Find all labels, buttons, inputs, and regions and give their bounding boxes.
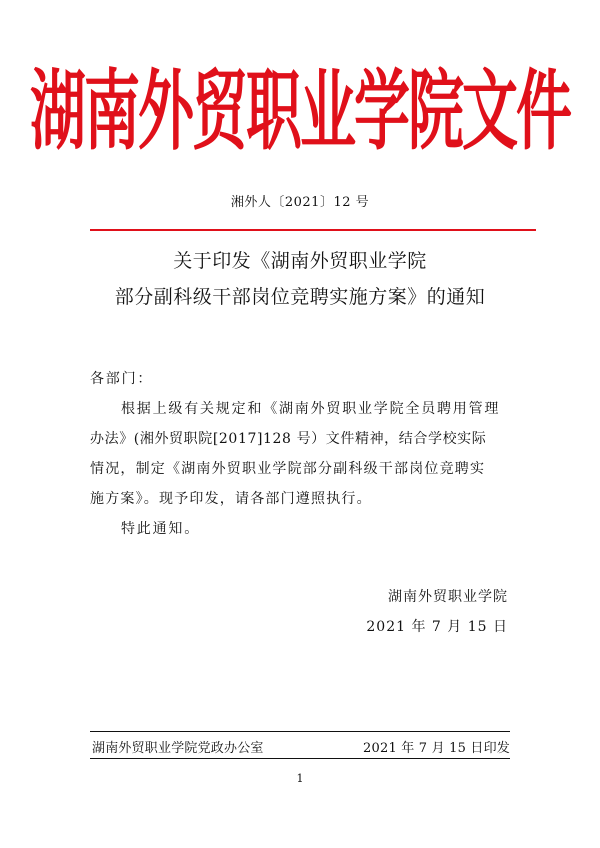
body-paragraph-line: 根据上级有关规定和《湖南外贸职业学院全员聘用管理: [121, 401, 501, 417]
document-masthead: 湖南外贸职业学院文件: [30, 61, 570, 163]
salutation: 各部门：: [90, 371, 154, 387]
body-paragraph-line: 情况，制定《湖南外贸职业学院部分副科级干部岗位竞聘实: [90, 461, 486, 477]
page-number: 1: [296, 772, 304, 785]
signature-organization: 湖南外贸职业学院: [388, 589, 508, 605]
notice-title-line-1: 关于印发《湖南外贸职业学院: [173, 250, 427, 272]
closing-remark: 特此通知。: [121, 521, 200, 537]
signature-date: 2021 年 7 月 15 日: [366, 619, 508, 635]
footer-divider-top: [90, 731, 510, 732]
footer-issuer: 湖南外贸职业学院党政办公室: [92, 741, 264, 756]
document-number: 湘外人〔2021〕12 号: [230, 195, 370, 210]
body-paragraph-line: 办法》(湘外贸职院[2017]128 号）文件精神，结合学校实际: [90, 431, 487, 447]
red-divider: [90, 229, 536, 231]
notice-title-line-2: 部分副科级干部岗位竞聘实施方案》的通知: [114, 286, 486, 308]
body-paragraph-line: 施方案》。现予印发，请各部门遵照执行。: [90, 491, 372, 507]
footer-issue-date: 2021 年 7 月 15 日印发: [363, 741, 510, 756]
footer-divider-bottom: [90, 758, 510, 759]
